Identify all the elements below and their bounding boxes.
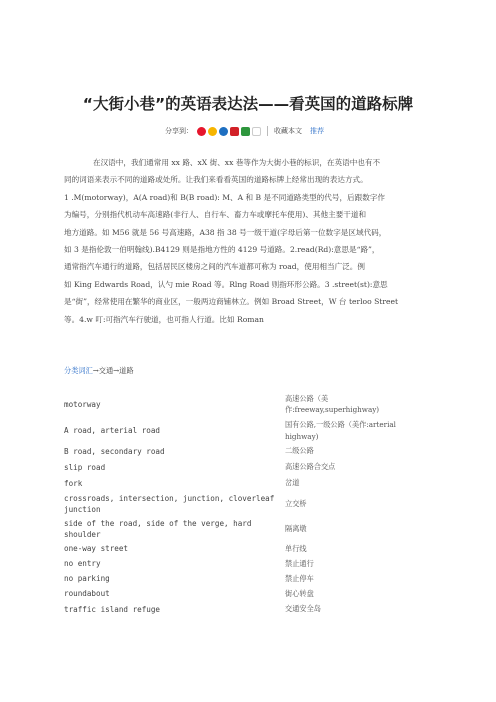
share-label: 分享到： — [165, 127, 193, 135]
favorite-link[interactable]: 收藏本文 — [274, 127, 302, 135]
body-line: 在汉语中，我们通常用 xx 路、xX 街、xx 巷等作为大街小巷的标识，在英语中也有不 — [93, 158, 381, 167]
vocab-english: A road, arterial road — [64, 426, 161, 435]
vocab-chinese: 立交桥 — [285, 498, 307, 508]
vocab-row — [64, 443, 434, 459]
body-line: 如 3 是指伦敦一伯明翰线).B4129 则是指地方性的 4129 号道路。2.read(Rd):意思是“路”， — [64, 244, 380, 254]
vocab-row — [64, 491, 434, 516]
renren-icon[interactable] — [219, 127, 228, 136]
body-line: 地方道路。如 M56 就是 56 号高速路，A38 指 38 号一级干道(字母后第一位数字是区域代码， — [64, 227, 387, 237]
weibo-icon[interactable] — [197, 127, 206, 136]
vocab-row — [64, 418, 434, 443]
vocab-english: traffic island refuge — [64, 604, 161, 614]
article-body — [64, 154, 426, 328]
vocab-chinese: 街心转盘 — [285, 588, 314, 598]
douban-icon[interactable] — [241, 127, 250, 136]
body-line: 等。4.w 叮:可指汽车行驶道，也可指人行道。比如 Roman — [64, 314, 264, 324]
vocab-row — [64, 586, 434, 601]
vocab-english: motorway — [64, 399, 101, 409]
vocab-chinese: 二级公路 — [285, 446, 314, 456]
vocab-english: B road, secondary road — [64, 446, 165, 456]
vocab-row — [64, 571, 434, 586]
category-link[interactable]: 分类词汇 — [64, 366, 93, 375]
vocab-english: side of the road, side of the verge, hard shoulder — [64, 518, 252, 539]
category-breadcrumb — [64, 366, 134, 376]
vocab-chinese: 禁止停车 — [285, 573, 314, 583]
share-bar — [165, 124, 324, 138]
vocab-chinese: 单行线 — [285, 543, 307, 553]
vocab-chinese: 交通安全岛 — [285, 604, 321, 614]
vocab-chinese: 禁止通行 — [285, 558, 314, 568]
category-path: →交通→道路 — [92, 366, 134, 375]
vocab-english: slip road — [64, 462, 106, 472]
body-line: 同的词语来表示不同的道路或处所。让我们来看看英国的道路标牌上经常出现的表达方式。 — [64, 175, 368, 185]
vocab-english: no entry — [64, 559, 101, 568]
vocab-english: fork — [64, 478, 83, 488]
vocab-row — [64, 459, 434, 475]
article-title: “大街小巷”的英语表达法——看英国的道路标牌 — [82, 95, 414, 113]
vocab-chinese: 隔离墩 — [285, 523, 307, 533]
vocab-english: no parking — [64, 574, 110, 583]
vocab-english: crossroads, intersection, junction, cloverleaf junction — [64, 493, 275, 514]
body-line: 是“街”，经常使用在繁华的商业区，一般两边商铺林立。例如 Broad Street，W 台 terloo Street — [64, 297, 399, 307]
vocab-chinese: 国有公路,一级公路（美作:arterial highway) — [285, 420, 396, 441]
vocab-row — [64, 541, 434, 556]
vocab-chinese: 高速公路合交点 — [285, 462, 336, 472]
more-icon[interactable] — [252, 127, 261, 136]
body-line: 通常指汽车通行的道路，包括居民区楼房之间的汽车道都可称为 road，使用相当广泛。例 — [64, 262, 365, 272]
qzone-icon[interactable] — [208, 127, 217, 136]
kaixin-icon[interactable] — [230, 127, 239, 136]
body-line: 1 .M(motorway)，A(A road)和 B(B road): M、A 和 B 是不同道路类型的代号，后跟数字作 — [64, 192, 386, 202]
vocab-chinese: 岔道 — [285, 478, 300, 488]
body-line: 如 King Edwards Road，认勺 mie Road 等。Rlng Road 则指环形公路。3 .street(st):意思 — [64, 279, 388, 289]
vocab-row — [64, 556, 434, 571]
vocab-english: one-way street — [64, 544, 129, 553]
share-divider — [267, 126, 268, 136]
vocab-row — [64, 475, 434, 491]
vocab-chinese: 高速公路（美 作:freeway,superhighway) — [285, 393, 380, 414]
vocab-table — [64, 390, 434, 617]
recommend-link[interactable]: 推荐 — [310, 127, 324, 135]
vocab-english: roundabout — [64, 589, 110, 598]
vocab-row — [64, 390, 434, 418]
body-line: 为编号，分别指代机动车高速路(非行人、自行车、畜力车或摩托车使用)、其他主要干道和 — [64, 210, 367, 220]
vocab-row — [64, 601, 434, 617]
vocab-row — [64, 516, 434, 541]
